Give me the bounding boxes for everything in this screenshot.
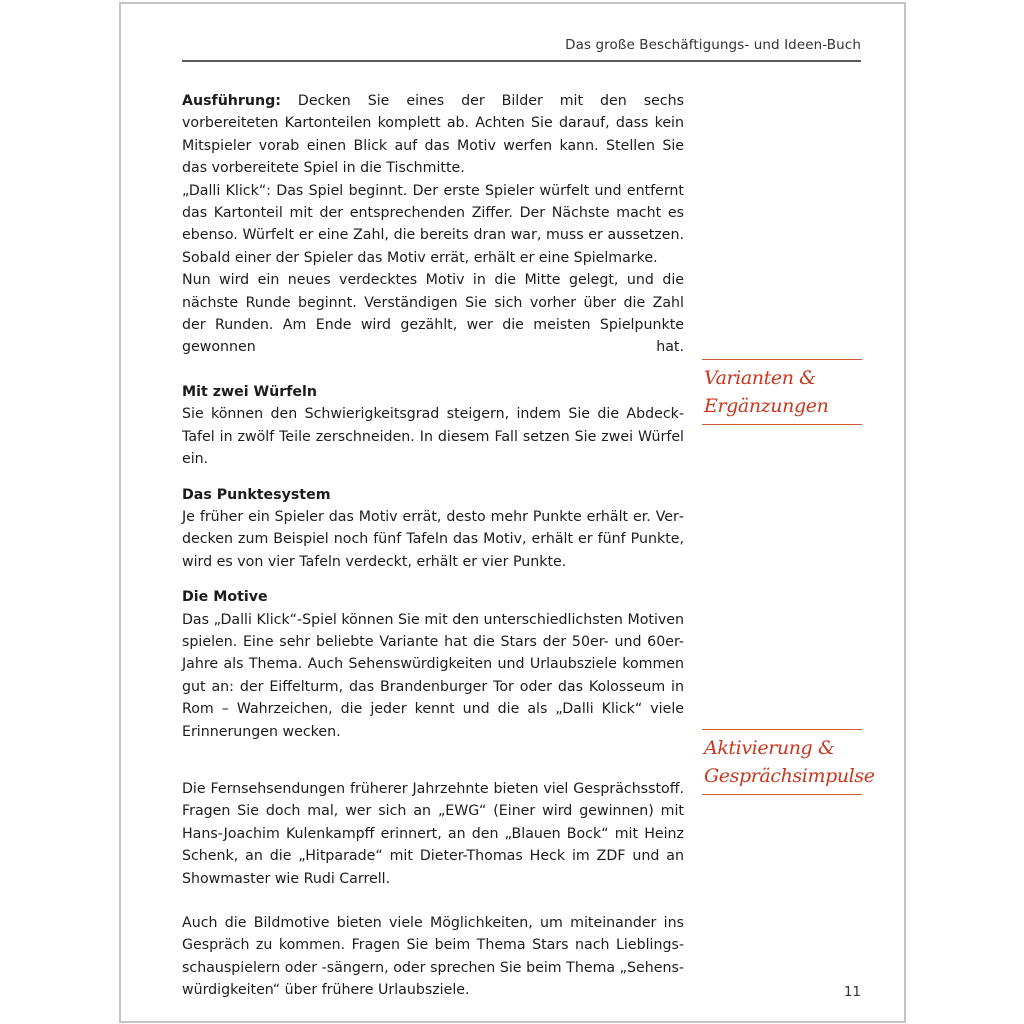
intro-text: Decken Sie eines der Bilder mit den sechs vorbereiteten Kartonteilen komplett ab. Achten Sie darauf, dass kein Mitspieler vorab einen Blick auf das Motiv werfen kann. Stellen Sie das vorbereitete Spiel in die Tischmitte. [182,93,684,177]
book-page [119,2,906,1023]
activation-paragraph-tv: Die Fernsehsendungen früherer Jahrzehnte bieten viel Gesprächsstoff. Fragen Sie doch mal, wer sich an „EWG“ (Einer wird gewinnen) mit Hans-Joachim Kulenkampff erinnert, an den „Blauen Bock“ mit Heinz Schenk, an die „Hitparade“ mit Dieter-Thomas Heck im ZDF und an Showmaster wie Rudi Carrell. [182,780,684,887]
sidebar-variants-box [702,359,862,425]
main-text-column [182,90,684,1002]
game-paragraph: „Dalli Klick“: Das Spiel beginnt. Der erste Spieler würfelt und entfernt das Kartonteil mit der entsprechenden Ziffer. Der Nächste macht es ebenso. Würfelt er eine Zahl, die bereits dran war, muss er aussetzen. Sobald einer der Spieler das Motiv errät, erhält er eine Spielmarke. [182,182,684,266]
sidebar-activation-box [702,729,875,795]
running-head: Das große Beschäftigungs- und Ideen-Buch [565,37,861,53]
section-text-two-dice: Sie können den Schwierigkeitsgrad steigern, indem Sie die Abdeck-Tafel in zwölf Teile zerschneiden. In diesem Fall setzen Sie zwei Würfel ein. [182,406,684,468]
activation-paragraph-motifs: Auch die Bildmotive bieten viele Möglichkeiten, um miteinander ins Gespräch zu kommen. Fragen Sie beim Thema Stars nach Lieblingsschauspielern oder -sängern, oder sprechen Sie beim Thema „Sehenswürdigkeiten“ über frühere Urlaubsziele. [182,915,684,999]
section-heading-two-dice: Mit zwei Würfeln [182,383,317,400]
sidebar-variants-line1: Varianten & [704,367,816,389]
sidebar-activation-line1: Aktivierung & [704,737,835,759]
section-heading-points-system: Das Punktesystem [182,486,331,503]
section-text-points-system: Je früher ein Spieler das Motiv errät, desto mehr Punkte erhält er. Verdecken zum Beispiel noch fünf Tafeln das Motiv, erhält er fünf Punkte, wird es von vier Tafeln verdeckt, erhält er vier Punkte. [182,508,684,570]
header-rule [182,60,861,62]
section-heading-motifs: Die Motive [182,589,268,606]
page-number: 11 [843,984,861,1000]
intro-paragraph [182,90,684,180]
sidebar-variants-line2: Ergänzungen [704,395,829,417]
sidebar-activation-line2: Gesprächsimpulse [704,765,875,787]
round-paragraph: Nun wird ein neues verdecktes Motiv in die Mitte gelegt, und die nächste Runde beginnt. Verständigen Sie sich vorher über die Zahl der Runden. Am Ende wird gezählt, wer die meisten Spielpunkte gewonnen hat. [182,272,684,356]
intro-label: Ausführung: [182,93,281,109]
section-text-motifs: Das „Dalli Klick“-Spiel können Sie mit den unterschiedlichsten Motiven spielen. Eine sehr beliebte Variante hat die Stars der 50er- und 60er-Jahre als Thema. Auch Sehenswürdigkeiten und Urlaubsziele kommen gut an: der Eiffelturm, das Brandenburger Tor oder das Kolosseum in Rom – Wahrzeichen, die jeder kennt und die als „Dalli Klick“ viele Erinnerungen wecken. [182,611,684,740]
